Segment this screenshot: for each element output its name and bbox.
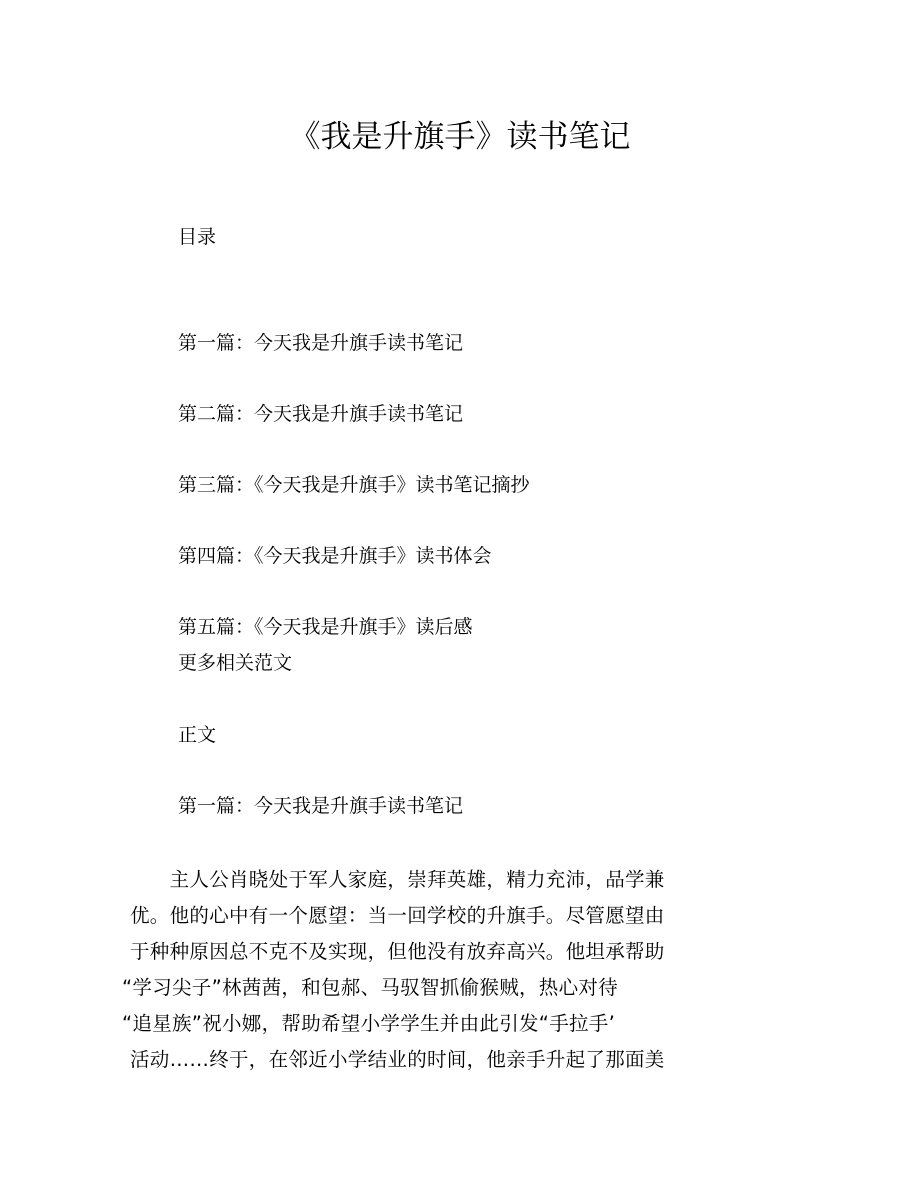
paragraph-line: 于种种原因总不克不及实现，但他没有放弃高兴。他坦承帮助 [130, 940, 665, 963]
toc-item: 第二篇：今天我是升旗手读书笔记 [178, 403, 464, 425]
paragraph-line: “学习尖子”林茜茜，和包郝、马驭智抓偷猴贼，热心对待 [122, 976, 619, 999]
paragraph-line: 活动……终于，在邻近小学结业的时间，他亲手升起了那面美 [130, 1048, 665, 1071]
toc-item: 第三篇：《今天我是升旗手》读书笔记摘抄 [178, 474, 530, 496]
section-title: 第一篇：今天我是升旗手读书笔记 [178, 795, 464, 817]
paragraph-line: 优。他的心中有一个愿望：当一回学校的升旗手。尽管愿望由 [130, 904, 665, 927]
toc-heading: 目录 [178, 226, 217, 248]
body-heading: 正文 [178, 724, 217, 746]
toc-item: 更多相关范文 [178, 652, 293, 674]
toc-item: 第五篇：《今天我是升旗手》读后感 [178, 616, 473, 638]
paragraph-line: “追星族”祝小娜，帮助希望小学学生并由此引发“手拉手’ [122, 1012, 616, 1035]
paragraph-line: 主人公肖晓处于军人家庭，崇拜英雄，精力充沛，品学兼 [130, 868, 665, 891]
toc-item: 第四篇：《今天我是升旗手》读书体会 [178, 545, 492, 567]
document-title: 《我是升旗手》读书笔记 [289, 119, 631, 155]
toc-item: 第一篇：今天我是升旗手读书笔记 [178, 332, 464, 354]
